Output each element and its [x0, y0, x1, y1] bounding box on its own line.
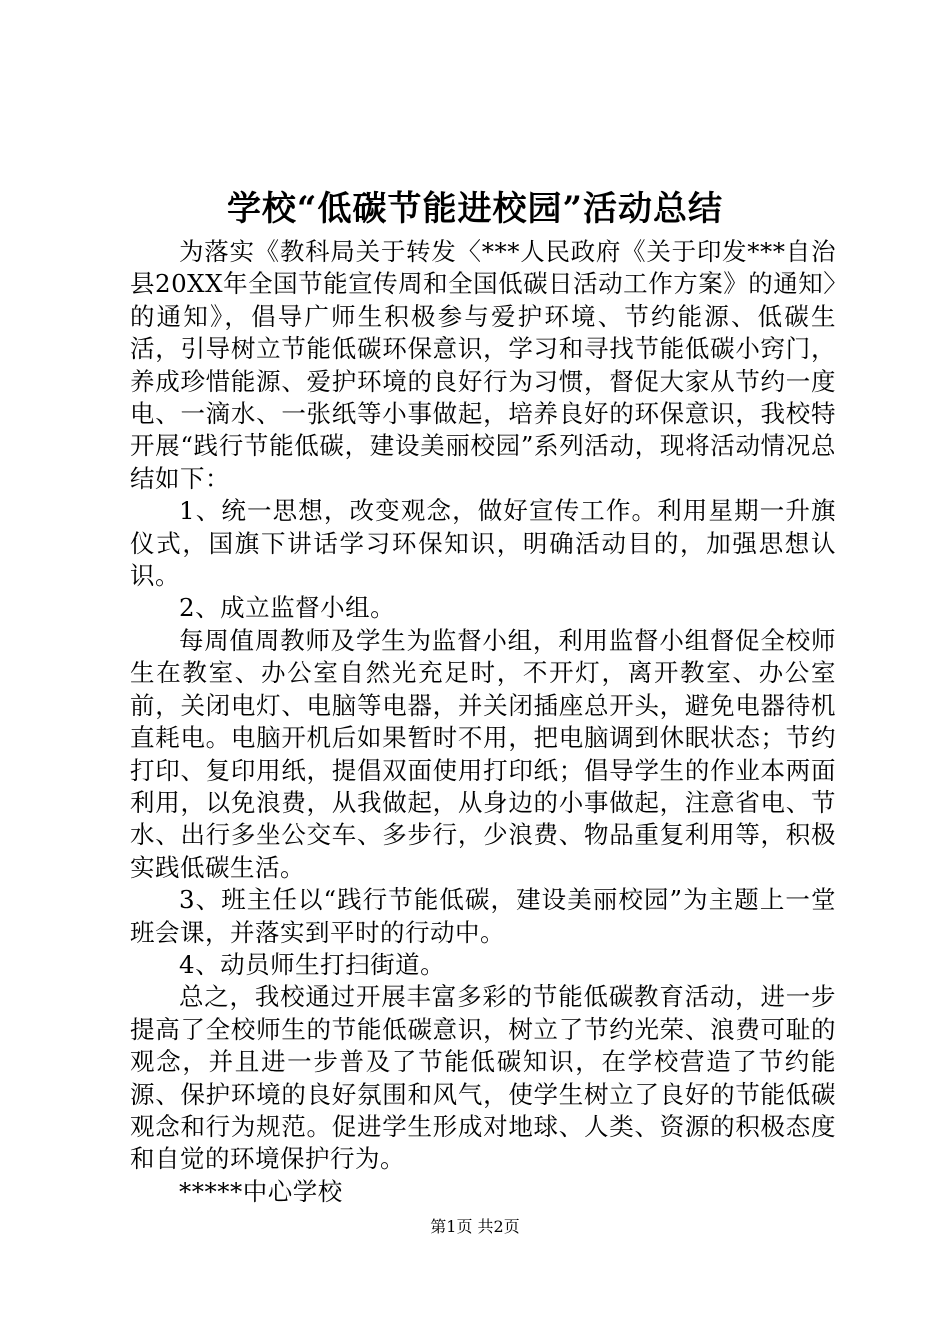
paragraph-item-4: 4、动员师生打扫街道。	[179, 949, 446, 979]
paragraph-conclusion: 总之，我校通过开展丰富多彩的节能低碳教育活动，进一步提高了全校师生的节能低碳意识，树立了节约光荣、浪费可耻的观念，并且进一步普及了节能低碳知识，在学校营造了节约能源、保护环境的良好氛围和风气，使学生树立了良好的节能低碳观念和行为规范。促进学生形成对地球、人类、资源的积极态度和自觉的环境保护行为。	[130, 982, 836, 1174]
document-body	[130, 236, 836, 1208]
document-title: 学校“低碳节能进校园”活动总结	[226, 189, 724, 229]
paragraph-supervision: 每周值周教师及学生为监督小组，利用监督小组督促全校师生在教室、办公室自然光充足时，不开灯，离开教室、办公室前，关闭电灯、电脑等电器，并关闭插座总开头，避免电器待机直耗电。电脑开机后如果暂时不用，把电脑调到休眠状态；节约打印、复印用纸，提倡双面使用打印纸；倡导学生的作业本两面利用，以免浪费，从我做起，从身边的小事做起，注意省电、节水、出行多坐公交车、多步行，少浪费、物品重复利用等，积极实践低碳生活。	[130, 625, 836, 882]
page-footer: 第1页 共2页	[430, 1217, 520, 1236]
paragraph-item-3: 3、班主任以“践行节能低碳，建设美丽校园”为主题上一堂班会课，并落实到平时的行动中。	[130, 885, 836, 947]
paragraph-item-2: 2、成立监督小组。	[179, 593, 396, 623]
signature: *****中心学校	[179, 1176, 343, 1206]
paragraph-item-1: 1、统一思想，改变观念，做好宣传工作。利用星期一升旗仪式，国旗下讲话学习环保知识，明确活动目的，加强思想认识。	[130, 496, 836, 591]
paragraph-intro: 为落实《教科局关于转发〈***人民政府《关于印发***自治县20XX年全国节能宣传周和全国低碳日活动工作方案》的通知〉的通知》，倡导广师生积极参与爱护环境、节约能源、低碳生活，引导树立节能低碳环保意识，学习和寻找节能低碳小窍门，养成珍惜能源、爱护环境的良好行为习惯，督促大家从节约一度电、一滴水、一张纸等小事做起，培养良好的环保意识，我校特开展“践行节能低碳，建设美丽校园”系列活动，现将活动情况总结如下：	[130, 237, 836, 493]
